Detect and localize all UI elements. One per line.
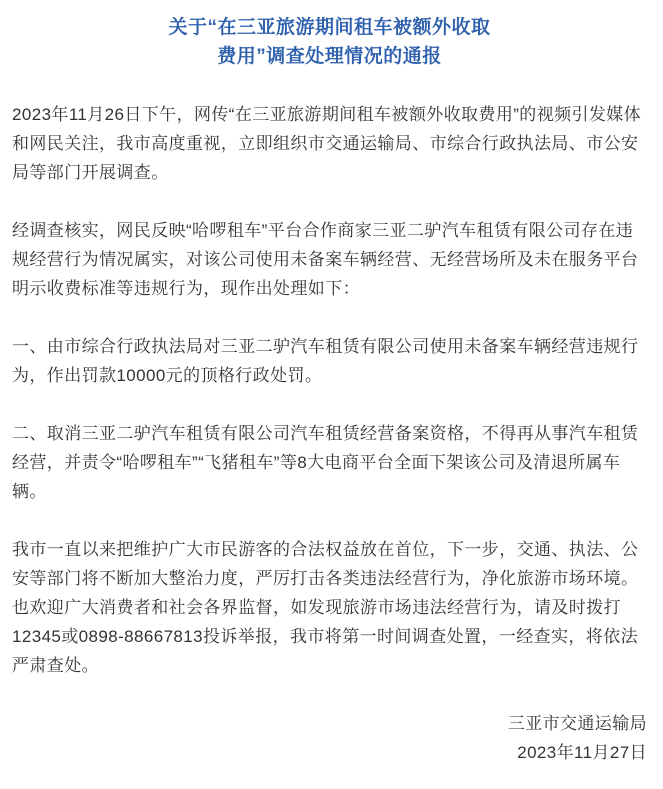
paragraph-measure-2-revocation: 二、取消三亚二驴汽车租赁有限公司汽车租赁经营备案资格，不得再从事汽车租赁经营，并责令“哈啰租车”“飞猪租车”等8大电商平台全面下架该公司及清退所属车辆。 <box>12 424 639 501</box>
signature-date: 2023年11月27日 <box>517 743 647 762</box>
signature-block <box>12 709 647 767</box>
notice-title <box>12 13 647 71</box>
signature-issuer: 三亚市交通运输局 <box>507 714 647 733</box>
paragraph-investigation-findings: 经调查核实，网民反映“哈啰租车”平台合作商家三亚二驴汽车租赁有限公司存在违规经营行为情况属实，对该公司使用未备案车辆经营、无经营场所及未在服务平台明示收费标准等违规行为，现作出处理如下： <box>12 221 639 298</box>
notice-title-line-1: 关于“在三亚旅游期间租车被额外收取 <box>168 17 491 38</box>
notice-title-line-2: 费用”调查处理情况的通报 <box>217 46 442 67</box>
paragraph-incident-overview: 2023年11月26日下午，网传“在三亚旅游期间租车被额外收取费用”的视频引发媒体和网民关注，我市高度重视，立即组织市交通运输局、市综合行政执法局、市公安局等部门开展调查。 <box>12 105 642 182</box>
paragraph-future-supervision: 我市一直以来把维护广大市民游客的合法权益放在首位，下一步，交通、执法、公安等部门将不断加大整治力度，严厉打击各类违法经营行为，净化旅游市场环境。也欢迎广大消费者和社会各界监督，如发现旅游市场违法经营行为，请及时拨打12345或0898-88667813投诉举报，我市将第一时间调查处置，一经查实，将依法严肃查处。 <box>12 540 639 675</box>
paragraph-measure-1-fine: 一、由市综合行政执法局对三亚二驴汽车租赁有限公司使用未备案车辆经营违规行为，作出罚款10000元的顶格行政处罚。 <box>12 337 639 385</box>
